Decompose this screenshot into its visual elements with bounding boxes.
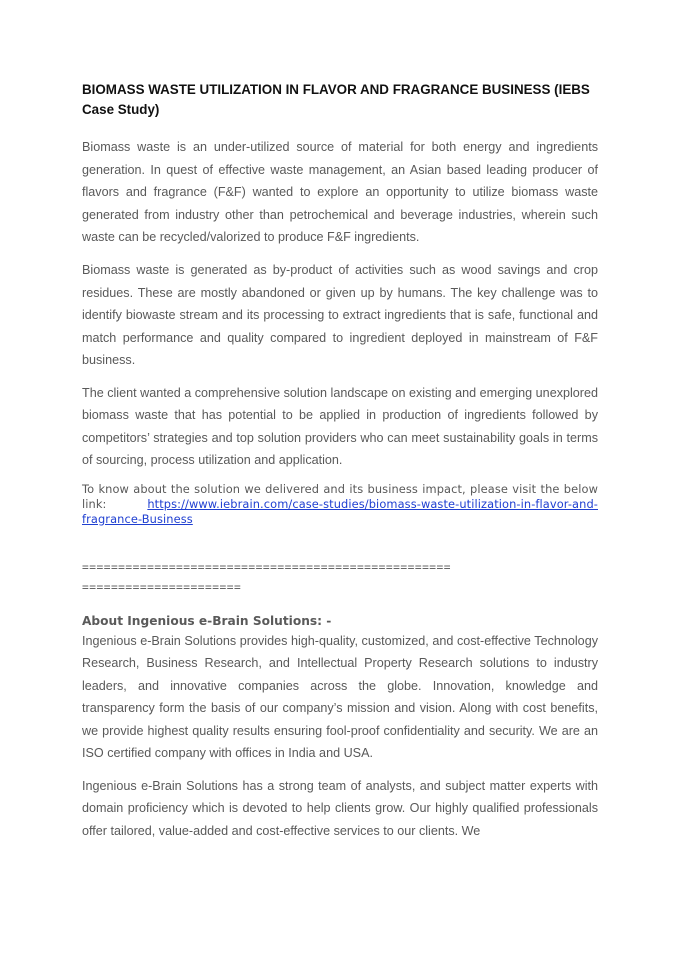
about-paragraph: Ingenious e-Brain Solutions provides high-quality, customized, and cost-effective Technology Research, Business Research, and Intellectual Property Research solutions to industry leaders, and innovative companies across the globe. Innovation, knowledge and transparency form the basis of our company’s mission and vision. Along with cost benefits, we provide highest quality results ensuring fool-proof confidentiality and security. We are an ISO certified company with offices in India and USA.: [82, 633, 598, 761]
separator-line: ===================================================: [82, 560, 452, 574]
separator: [82, 558, 598, 598]
visit-paragraph: [82, 482, 598, 527]
about-heading: About Ingenious e-Brain Solutions: -: [82, 613, 332, 628]
about-paragraph: Ingenious e-Brain Solutions has a strong team of analysts, and subject matter experts with domain proficiency which is devoted to help clients grow. Our highly qualified professionals offer tailored, value-added and cost-effective services to our clients. We: [82, 778, 598, 838]
paragraph-requirement: The client wanted a comprehensive solution landscape on existing and emerging unexplored biomass waste that has potential to be applied in production of ingredients followed by competitors’ strategies and top solution providers who can meet sustainability goals in terms of sourcing, process utilization and application.: [82, 385, 598, 468]
visit-text: To know about the solution we delivered and its business impact, please visit the below link:: [82, 481, 598, 511]
paragraph-challenge: Biomass waste is generated as by-product of activities such as wood savings and crop residues. These are mostly abandoned or given up by humans. The key challenge was to identify biowaste stream and its processing to extract ingredients that is safe, functional and match performance and quality compared to ingredient deployed in mainstream of F&F business.: [82, 262, 598, 368]
document-content: [82, 80, 598, 852]
separator-line: ======================: [82, 580, 242, 594]
document-title: BIOMASS WASTE UTILIZATION IN FLAVOR AND FRAGRANCE BUSINESS (IEBS Case Study): [82, 82, 590, 117]
paragraph-intro: Biomass waste is an under-utilized source of material for both energy and ingredients generation. In quest of effective waste management, an Asian based leading producer of flavors and fragrance (F&F) wanted to explore an opportunity to utilize biomass waste generated from industry other than petrochemical and beverage industries, wherein such waste can be recycled/valorized to produce F&F ingredients.: [82, 140, 598, 245]
case-study-link[interactable]: https://www.iebrain.com/case-studies/biomass-waste-utilization-in-flavor-and-fragrance-Business: [82, 496, 598, 526]
